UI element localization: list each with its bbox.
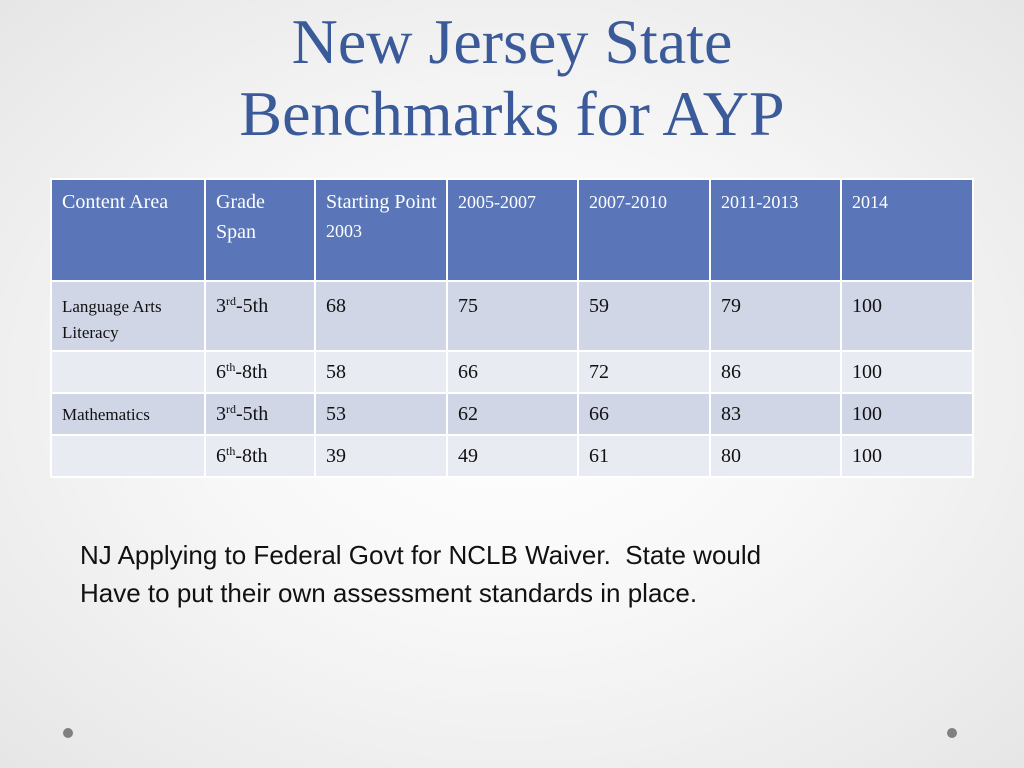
grade-start: 3: [216, 403, 226, 425]
header-2014: 2014: [841, 179, 973, 281]
cell-grade-span: [205, 393, 315, 435]
cell-2014: 100: [841, 393, 973, 435]
slide-title-line-2: Benchmarks for AYP: [239, 78, 785, 149]
cell-2007-2010: 72: [578, 351, 710, 393]
header-content-area: Content Area: [51, 179, 205, 281]
cell-2005-2007: 62: [447, 393, 578, 435]
cell-grade-span: [205, 351, 315, 393]
grade-start-suffix: rd: [226, 402, 236, 416]
header-2007-2010: 2007-2010: [578, 179, 710, 281]
cell-2011-2013: 83: [710, 393, 841, 435]
cell-2011-2013: 79: [710, 281, 841, 351]
note-line-1: NJ Applying to Federal Govt for NCLB Waiver. State would: [80, 540, 762, 570]
slide-title-line-1: New Jersey State: [291, 6, 733, 77]
cell-content-area: Language Arts Literacy: [51, 281, 205, 351]
header-grade-span: Grade Span: [205, 179, 315, 281]
grade-start-suffix: th: [226, 360, 236, 374]
cell-starting-point: 68: [315, 281, 447, 351]
grade-start: 6: [216, 445, 226, 467]
header-starting-point-year: 2003: [326, 221, 362, 241]
table-row: [51, 435, 973, 477]
grade-start: 6: [216, 361, 226, 383]
cell-grade-span: [205, 435, 315, 477]
header-starting-point-label: Starting Point: [326, 191, 437, 213]
decorative-dot-left: [63, 728, 73, 738]
cell-2005-2007: 49: [447, 435, 578, 477]
slide-title: [0, 6, 1024, 150]
cell-content-area: [51, 351, 205, 393]
table-row: [51, 393, 973, 435]
cell-2005-2007: 75: [447, 281, 578, 351]
cell-2007-2010: 61: [578, 435, 710, 477]
cell-content-area: Mathematics: [51, 393, 205, 435]
cell-2014: 100: [841, 281, 973, 351]
table-row: [51, 281, 973, 351]
cell-starting-point: 53: [315, 393, 447, 435]
nclb-waiver-note: [80, 536, 1000, 612]
grade-start-suffix: rd: [226, 294, 236, 308]
cell-starting-point: 39: [315, 435, 447, 477]
ayp-benchmarks-table: [50, 178, 974, 478]
cell-grade-span: [205, 281, 315, 351]
cell-2014: 100: [841, 351, 973, 393]
cell-content-area: [51, 435, 205, 477]
header-2005-2007: 2005-2007: [447, 179, 578, 281]
cell-2011-2013: 86: [710, 351, 841, 393]
table-header-row: [51, 179, 973, 281]
cell-2007-2010: 66: [578, 393, 710, 435]
decorative-dot-right: [947, 728, 957, 738]
header-2011-2013: 2011-2013: [710, 179, 841, 281]
grade-end: -8th: [235, 445, 268, 467]
note-line-2: Have to put their own assessment standards in place.: [80, 578, 698, 608]
grade-start: 3: [216, 295, 226, 317]
cell-2014: 100: [841, 435, 973, 477]
grade-end: -8th: [235, 361, 268, 383]
grade-end: -5th: [236, 295, 269, 317]
cell-2007-2010: 59: [578, 281, 710, 351]
cell-2005-2007: 66: [447, 351, 578, 393]
table-row: [51, 351, 973, 393]
grade-start-suffix: th: [226, 444, 236, 458]
grade-end: -5th: [236, 403, 269, 425]
cell-2011-2013: 80: [710, 435, 841, 477]
header-starting-point: [315, 179, 447, 281]
cell-starting-point: 58: [315, 351, 447, 393]
